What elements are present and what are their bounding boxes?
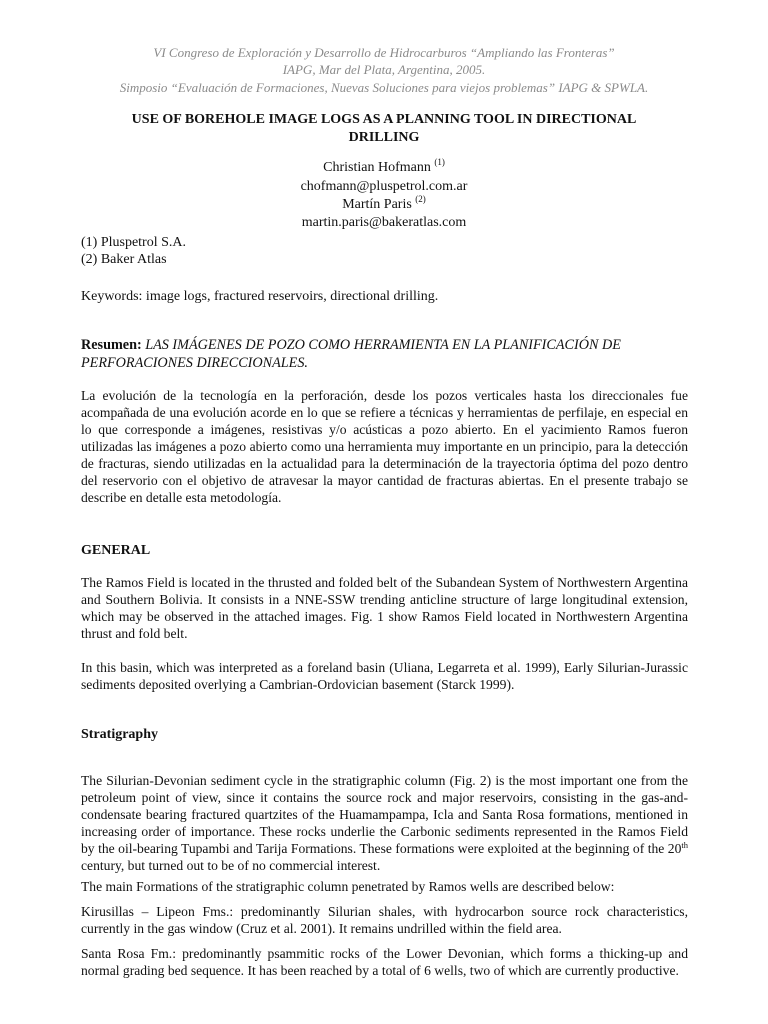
resumen-title-line-2: PERFORACIONES DIRECCIONALES. — [81, 355, 308, 371]
author-1-email: chofmann@pluspetrol.com.ar — [300, 179, 468, 194]
stratigraphy-paragraph-3: Kirusillas – Lipeon Fms.: predominantly Silurian shales, with hydrocarbon source rock characteristics, currently in the gas window (Cruz et al. 2001). It remains undrilled within the field area. — [81, 904, 688, 936]
conference-header-line-2: IAPG, Mar del Plata, Argentina, 2005. — [282, 62, 486, 77]
resumen-label: Resumen: — [81, 337, 142, 353]
stratigraphy-paragraph-1-text: The Silurian-Devonian sediment cycle in the stratigraphic column (Fig. 2) is the most important one from the petroleum point of view, since it contains the source rock and major reservoirs, consisting in the gas-and-condensate bearing fractured quartzites of the Huamampampa, Icla and Santa Rosa formations, mentioned in increasing order of importance. These rocks underlie the Carbonic sediments represented in the Ramos Field by the oil-bearing Tupambi and Tarija Formations. These formations were exploited at the beginning of the 20 — [81, 773, 688, 856]
general-paragraph-2: In this basin, which was interpreted as a foreland basin (Uliana, Legarreta et al. 1999), Early Silurian-Jurassic sediments deposited overlying a Cambrian-Ordovician basement (Starck 1999). — [81, 660, 688, 692]
ordinal-superscript: th — [681, 840, 688, 850]
paper-title-line-1: USE OF BOREHOLE IMAGE LOGS AS A PLANNING TOOL IN DIRECTIONAL — [131, 112, 637, 127]
section-heading-general: GENERAL — [81, 543, 151, 558]
affiliation-1: (1) Pluspetrol S.A. — [81, 235, 186, 250]
conference-header-line-3: Simposio “Evaluación de Formaciones, Nuevas Soluciones para viejos problemas” IAPG & SPWLA. — [119, 80, 649, 95]
author-2-affiliation-mark: (2) — [415, 194, 426, 204]
author-2 — [100, 196, 668, 214]
author-1-affiliation-mark: (1) — [434, 157, 445, 167]
author-1 — [100, 159, 668, 177]
stratigraphy-paragraph-2: The main Formations of the stratigraphic column penetrated by Ramos wells are described below: — [81, 879, 615, 894]
general-paragraph-1: The Ramos Field is located in the thrusted and folded belt of the Subandean System of Northwestern Argentina and Southern Bolivia. It consists in a NNE-SSW trending anticline structure of large longitudinal extension, which may be observed in the attached images. Fig. 1 show Ramos Field located in Northwestern Argentina thrust and fold belt. — [81, 575, 688, 641]
author-1-name: Christian Hofmann — [323, 160, 431, 175]
stratigraphy-paragraph-1 — [81, 772, 688, 874]
resumen-body: La evolución de la tecnología en la perforación, desde los pozos verticales hasta los direccionales fue acompañada de una evolución acorde en lo que se refiere a técnicas y herramientas de perfilaje, en especial en lo que corresponde a imágenes, resistivas y/o acústicas a pozo abierto. En el yacimiento Ramos fueron utilizadas las imágenes a pozo abierto como una herramienta muy importante en un principio, para la detección de fracturas, siendo utilizadas en la actualidad para la determinación de la trayectoria óptima del pozo dentro del reservorio con el objetivo de atravesar la mayor cantidad de fracturas abiertas. En el presente trabajo se describe en detalle esta metodología. — [81, 388, 688, 505]
paper-title — [60, 111, 708, 147]
keywords: Keywords: image logs, fractured reservoirs, directional drilling. — [81, 289, 439, 304]
affiliation-2: (2) Baker Atlas — [81, 252, 167, 267]
author-2-name: Martín Paris — [342, 197, 412, 212]
section-heading-stratigraphy: Stratigraphy — [81, 727, 158, 742]
resumen-title-line-1: LAS IMÁGENES DE POZO COMO HERRAMIENTA EN LA PLANIFICACIÓN DE — [145, 337, 621, 353]
stratigraphy-paragraph-1-end: century, but turned out to be of no commercial interest. — [81, 858, 381, 873]
resumen-heading — [81, 336, 688, 372]
conference-header-line-1: VI Congreso de Exploración y Desarrollo de Hidrocarburos “Ampliando las Fronteras” — [153, 45, 615, 60]
stratigraphy-paragraph-4: Santa Rosa Fm.: predominantly psammitic rocks of the Lower Devonian, which forms a thicking-up and normal grading bed sequence. It has been reached by a total of 6 wells, two of which are currently productive. — [81, 946, 688, 978]
paper-title-line-2: DRILLING — [348, 130, 420, 145]
author-2-email: martin.paris@bakeratlas.com — [301, 215, 467, 230]
